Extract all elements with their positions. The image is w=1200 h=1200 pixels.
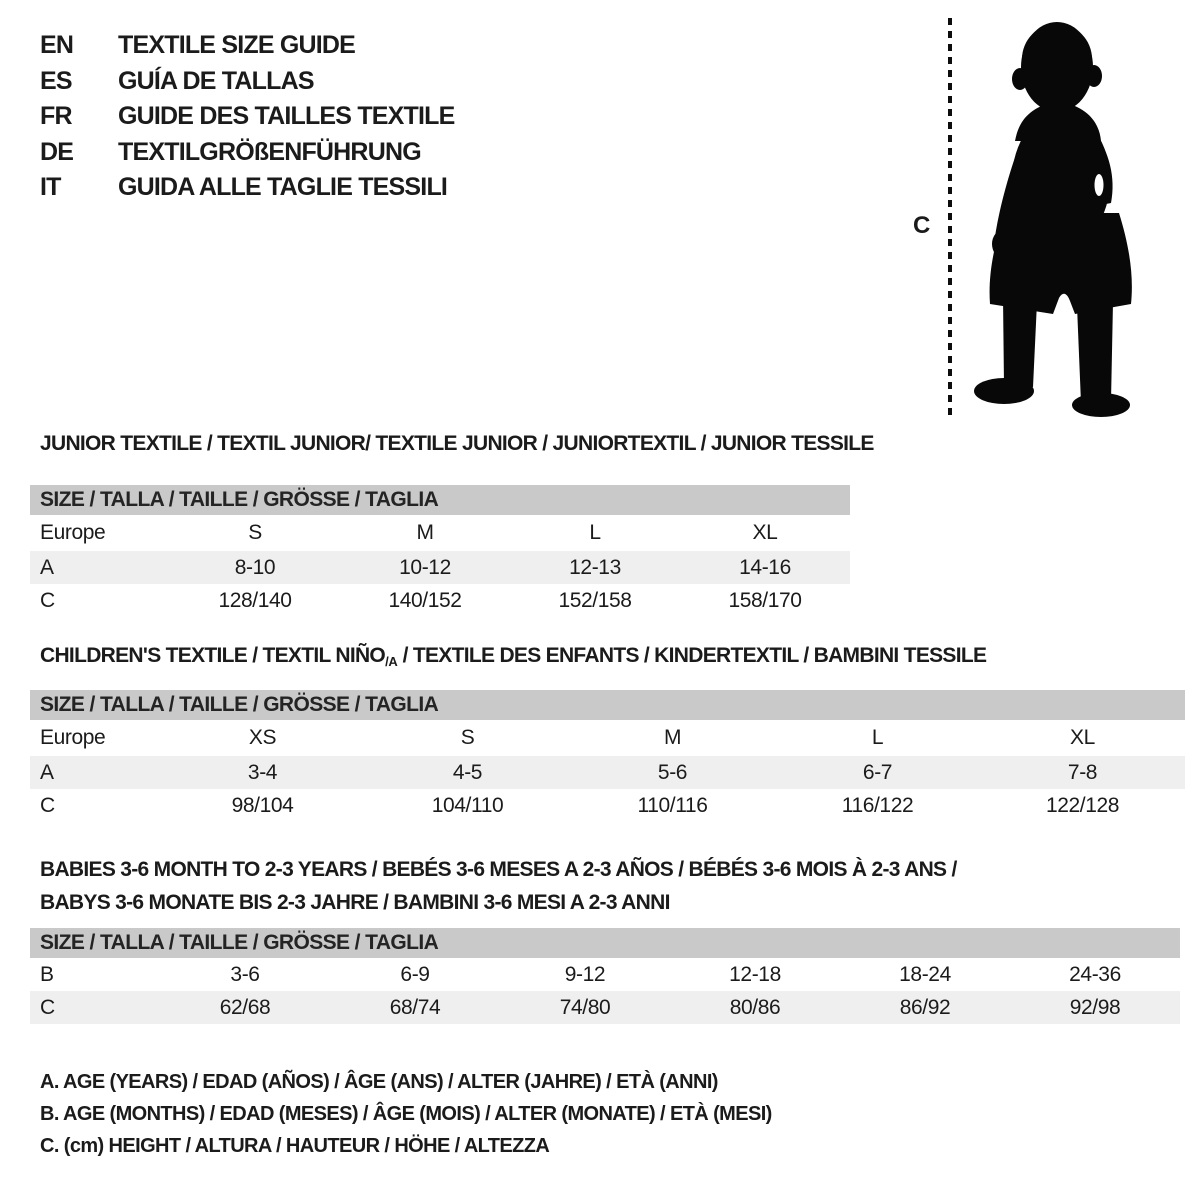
language-row-es xyxy=(40,64,455,100)
guide-title: TEXTILE SIZE GUIDE xyxy=(118,31,356,60)
size-band-header: SIZE / TALLA / TAILLE / GRÖSSE / TAGLIA xyxy=(30,928,1180,958)
children-title-prefix: CHILDREN'S TEXTILE / TEXTIL NIÑO xyxy=(40,644,386,667)
table-row-height xyxy=(30,789,1185,822)
cell: 9-12 xyxy=(564,962,606,986)
cell: 10-12 xyxy=(399,555,451,579)
cell: 24-36 xyxy=(1069,962,1121,986)
table-columns-header-row xyxy=(30,515,850,551)
row-label: Europe xyxy=(40,726,106,749)
measurement-legend xyxy=(40,1066,772,1162)
language-code: DE xyxy=(40,137,74,166)
babies-title-line1: BABIES 3-6 MONTH TO 2-3 YEARS / BEBÉS 3-6 MESES A 2-3 AÑOS / BÉBÉS 3-6 MOIS À 2-3 ANS / xyxy=(40,858,957,881)
toddler-silhouette xyxy=(973,16,1143,418)
language-row-it xyxy=(40,170,455,206)
size-column-header: M xyxy=(416,521,434,544)
cell: 5-6 xyxy=(657,760,688,784)
row-label: C xyxy=(40,995,55,1019)
cell: 3-4 xyxy=(247,760,278,784)
row-label: C xyxy=(40,588,55,612)
cell: 152/158 xyxy=(558,588,632,612)
table-row-age xyxy=(30,756,1185,789)
cell: 104/110 xyxy=(431,793,504,817)
cell: 8-10 xyxy=(234,555,276,579)
children-title-suffix: / TEXTILE DES ENFANTS / KINDERTEXTIL / BAMBINI TESSILE xyxy=(397,644,987,667)
legend-line-a: A. AGE (YEARS) / EDAD (AÑOS) / ÂGE (ANS) / ALTER (JAHRE) / ETÀ (ANNI) xyxy=(40,1071,718,1093)
babies-section-title xyxy=(40,853,957,919)
legend-line-b: B. AGE (MONTHS) / EDAD (MESES) / ÂGE (MOIS) / ALTER (MONATE) / ETÀ (MESI) xyxy=(40,1103,772,1125)
table-columns-header-row xyxy=(30,720,1185,756)
cell: 116/122 xyxy=(841,793,914,817)
cell: 140/152 xyxy=(388,588,462,612)
cell: 80/86 xyxy=(729,995,781,1019)
guide-title: GUÍA DE TALLAS xyxy=(118,66,314,95)
size-column-header: XL xyxy=(752,521,778,544)
cell: 122/128 xyxy=(1045,793,1120,817)
cell: 6-9 xyxy=(400,962,430,986)
babies-size-table xyxy=(30,928,1180,1024)
cell: 14-16 xyxy=(739,555,791,579)
children-title-subscript: /A xyxy=(385,654,398,669)
cell: 92/98 xyxy=(1069,995,1121,1019)
size-column-header: L xyxy=(871,726,884,749)
height-measure-label: C xyxy=(913,212,931,239)
table-row-age xyxy=(30,551,850,584)
cell: 98/104 xyxy=(231,793,294,817)
children-size-table xyxy=(30,690,1185,822)
language-row-de xyxy=(40,135,455,171)
cell: 62/68 xyxy=(219,995,271,1019)
row-label: A xyxy=(40,760,54,784)
cell: 158/170 xyxy=(728,588,802,612)
table-row-age-months xyxy=(30,958,1180,991)
cell: 74/80 xyxy=(559,995,611,1019)
cell: 7-8 xyxy=(1067,760,1098,784)
junior-size-table xyxy=(30,485,850,617)
height-measure-dashed-line xyxy=(948,18,952,416)
cell: 18-24 xyxy=(899,962,951,986)
language-code: IT xyxy=(40,173,61,202)
language-row-en xyxy=(40,28,455,64)
cell: 6-7 xyxy=(862,760,893,784)
cell: 86/92 xyxy=(899,995,951,1019)
size-column-header: XL xyxy=(1070,726,1095,749)
size-band-header: SIZE / TALLA / TAILLE / GRÖSSE / TAGLIA xyxy=(30,485,850,515)
language-title-list xyxy=(40,28,455,206)
legend-line-c: C. (cm) HEIGHT / ALTURA / HAUTEUR / HÖHE / ALTEZZA xyxy=(40,1135,550,1157)
size-column-header: S xyxy=(460,726,475,749)
size-column-header: L xyxy=(589,521,601,544)
size-column-header: M xyxy=(663,726,682,749)
guide-title: TEXTILGRÖßENFÜHRUNG xyxy=(118,137,421,166)
size-column-header: XS xyxy=(248,726,277,749)
children-section-title xyxy=(40,644,986,669)
size-column-header: S xyxy=(248,521,262,544)
row-label: B xyxy=(40,962,54,986)
table-row-height xyxy=(30,991,1180,1024)
row-label: Europe xyxy=(40,521,106,544)
guide-title: GUIDE DES TAILLES TEXTILE xyxy=(118,102,455,131)
language-code: EN xyxy=(40,31,74,60)
row-label: C xyxy=(40,793,55,817)
row-label: A xyxy=(40,555,54,579)
table-row-height xyxy=(30,584,850,617)
cell: 128/140 xyxy=(218,588,292,612)
language-code: FR xyxy=(40,102,72,131)
language-row-fr xyxy=(40,99,455,135)
junior-section-title: JUNIOR TEXTILE / TEXTIL JUNIOR/ TEXTILE JUNIOR / JUNIORTEXTIL / JUNIOR TESSILE xyxy=(40,432,874,455)
babies-title-line2: BABYS 3-6 MONATE BIS 2-3 JAHRE / BAMBINI 3-6 MESI A 2-3 ANNI xyxy=(40,891,670,914)
cell: 12-13 xyxy=(569,555,621,579)
language-code: ES xyxy=(40,66,72,95)
cell: 4-5 xyxy=(452,760,483,784)
cell: 3-6 xyxy=(230,962,260,986)
size-band-header: SIZE / TALLA / TAILLE / GRÖSSE / TAGLIA xyxy=(30,690,1185,720)
cell: 12-18 xyxy=(729,962,781,986)
guide-title: GUIDA ALLE TAGLIE TESSILI xyxy=(118,173,448,202)
cell: 68/74 xyxy=(389,995,441,1019)
cell: 110/116 xyxy=(637,793,708,817)
